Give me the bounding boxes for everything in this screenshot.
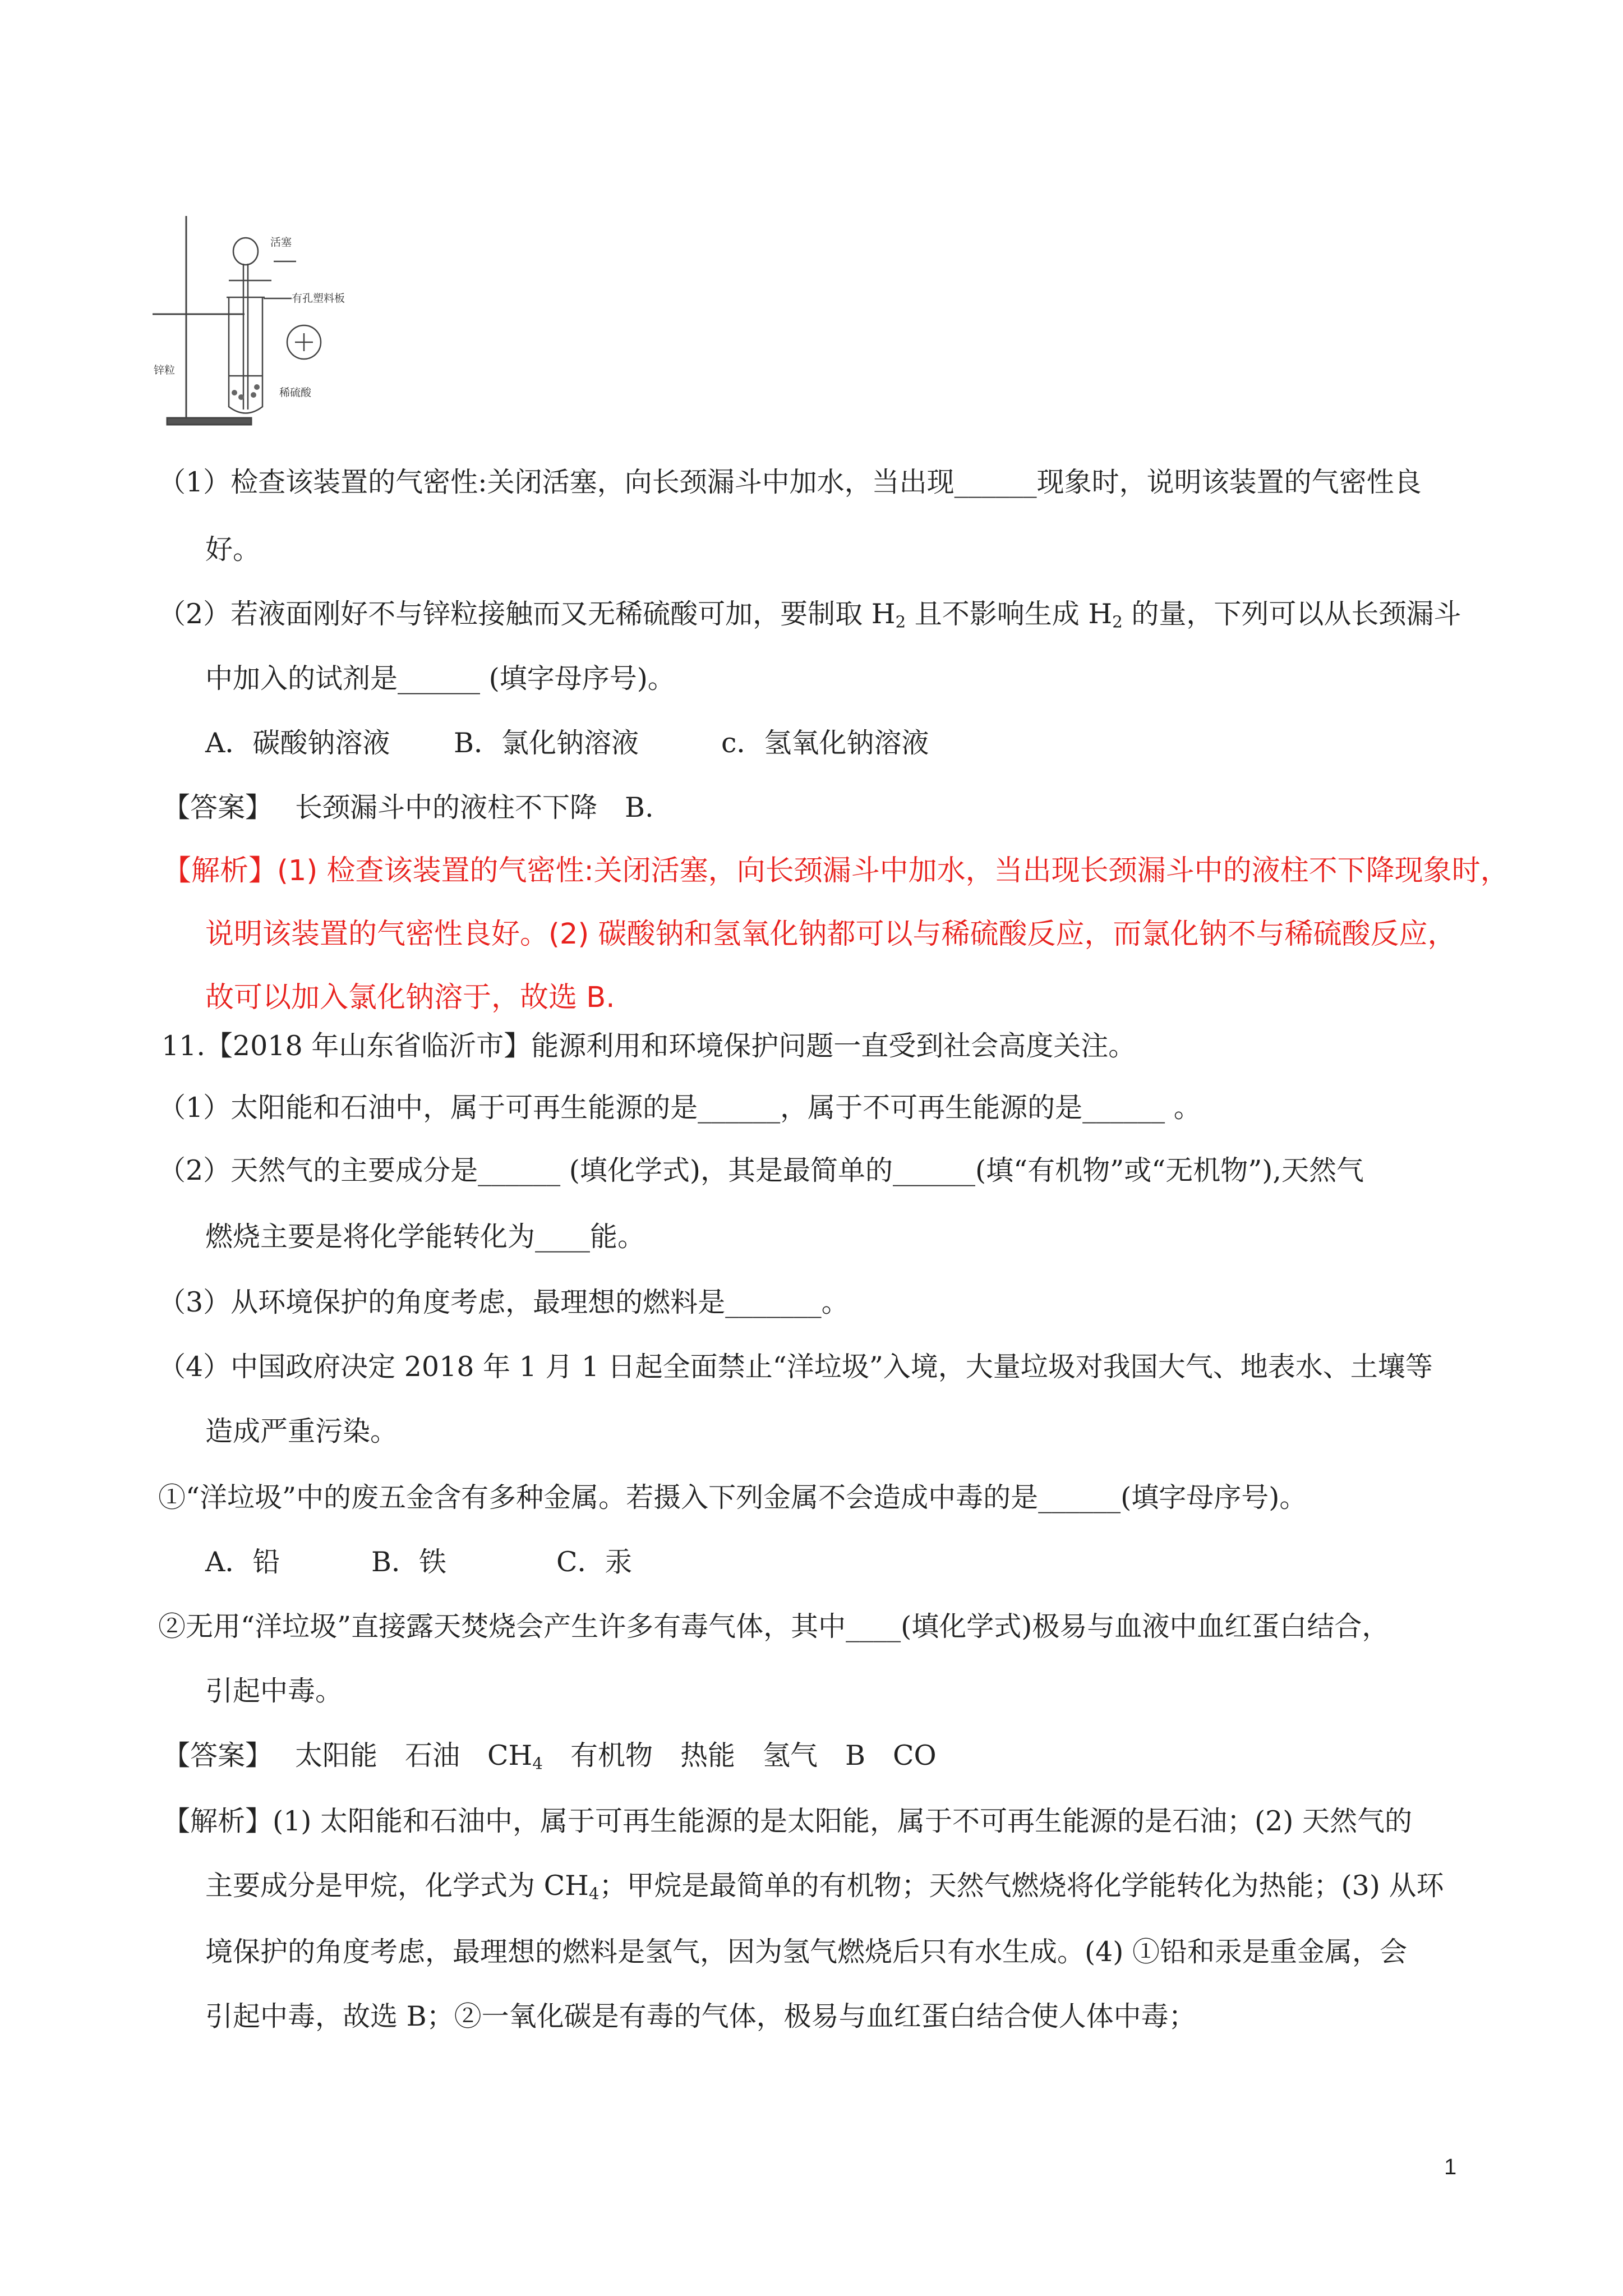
q10-options: A．碳酸钠溶液 B．氯化钠溶液 c．氢氧化钠溶液 [205, 727, 929, 759]
q11-sub3: （3）从环境保护的角度考虑，最理想的燃料是_______。 [158, 1286, 849, 1318]
q11-analysis-line3: 境保护的角度考虑，最理想的燃料是氢气，因为氢气燃烧后只有水生成。(4) ①铅和汞是重金属，会 [205, 1936, 1407, 1968]
answer-value-b: 有机物 热能 氢气 B CO [542, 1740, 937, 1772]
q11-sub1: （1）太阳能和石油中，属于可再生能源的是______，属于不可再生能源的是______ 。 [158, 1092, 1201, 1124]
zinc-granules [232, 384, 260, 400]
q11-circle1-options: A．铅 B．铁 C．汞 [205, 1546, 633, 1578]
q11-sub2-line2: 燃烧主要是将化学能转化为____能。 [205, 1221, 645, 1253]
h2-subscript-2: 2 [1112, 612, 1123, 632]
q10-analysis-line1: 【解析】(1) 检查该装置的气密性:关闭活塞，向长颈漏斗中加水，当出现长颈漏斗中的液柱不下降现象时， [163, 854, 1509, 887]
q11-title: 11.【2018 年山东省临沂市】能源利用和环境保护问题一直受到社会高度关注。 [162, 1030, 1136, 1062]
answer-value: 长颈漏斗中的液柱不下降 B. [295, 792, 654, 823]
q10-part2-text-a: （2）若液面刚好不与锌粒接触而又无稀硫酸可加，要制取 H [158, 598, 896, 630]
answer-label: 【答案】 [163, 792, 273, 823]
ch4-subscript-analysis: 4 [588, 1884, 600, 1903]
analysis-line2-b: ；甲烷是最简单的有机物；天然气燃烧将化学能转化为热能；(3) 从环 [599, 1870, 1444, 1902]
label-plate: 有孔塑料板 [292, 292, 345, 305]
h2-subscript-1: 2 [895, 612, 906, 632]
q11-sub4-line2: 造成严重污染。 [205, 1415, 398, 1447]
q11-circle1: ①“洋垃圾”中的废五金含有多种金属。若摄入下列金属不会造成中毒的是______(填字母序号)。 [158, 1481, 1307, 1513]
label-valve: 活塞 [270, 236, 292, 249]
q10-part1-line2: 好。 [205, 533, 261, 565]
answer-label: 【答案】 [163, 1740, 273, 1772]
q11-circle2-line1: ②无用“洋垃圾”直接露天焚烧会产生许多有毒气体，其中____(填化学式)极易与血液中血红蛋白结合， [158, 1611, 1390, 1642]
apparatus-figure [145, 208, 345, 432]
page-number: 1 [1444, 2155, 1457, 2179]
q11-analysis-line2 [205, 1872, 1444, 1902]
q11-sub2-line1: （2）天然气的主要成分是______ (填化学式)，其是最简单的______(填“有机物”或“无机物”),天然气 [158, 1154, 1364, 1186]
q10-analysis-line3: 故可以加入氯化钠溶于，故选 B. [205, 981, 615, 1014]
q10-part2-line2: 中加入的试剂是______ (填字母序号)。 [205, 662, 675, 694]
analysis-line2-a: 主要成分是甲烷，化学式为 CH [205, 1870, 589, 1902]
q10-part2-text-b: 且不影响生成 H [906, 598, 1113, 630]
q11-answer [163, 1742, 937, 1772]
q10-part2-line1 [158, 600, 1461, 631]
q11-analysis-line1: 【解析】(1) 太阳能和石油中，属于可再生能源的是太阳能，属于不可再生能源的是石油；(2) 天然气的 [163, 1805, 1412, 1837]
q10-part1-line1: （1）检查该装置的气密性:关闭活塞，向长颈漏斗中加水，当出现______现象时，说明该装置的气密性良 [158, 466, 1422, 498]
q10-part2-text-c: 的量，下列可以从长颈漏斗 [1122, 598, 1461, 630]
q11-sub4-line1: （4）中国政府决定 2018 年 1 月 1 日起全面禁止“洋垃圾”入境，大量垃圾对我国大气、地表水、土壤等 [158, 1351, 1433, 1383]
label-acid: 稀硫酸 [279, 386, 312, 399]
q10-analysis-line2: 说明该装置的气密性良好。(2) 碳酸钠和氢氧化钠都可以与稀硫酸反应，而氯化钠不与稀硫酸反应， [205, 918, 1456, 951]
ch4-subscript: 4 [532, 1754, 543, 1773]
q10-answer [163, 794, 654, 821]
q11-analysis-line4: 引起中毒，故选 B；②一氧化碳是有毒的气体，极易与血红蛋白结合使人体中毒； [205, 2000, 1196, 2032]
q11-circle2-line2: 引起中毒。 [205, 1675, 343, 1707]
answer-value-a: 太阳能 石油 CH [295, 1740, 533, 1772]
label-zinc: 锌粒 [154, 364, 176, 376]
